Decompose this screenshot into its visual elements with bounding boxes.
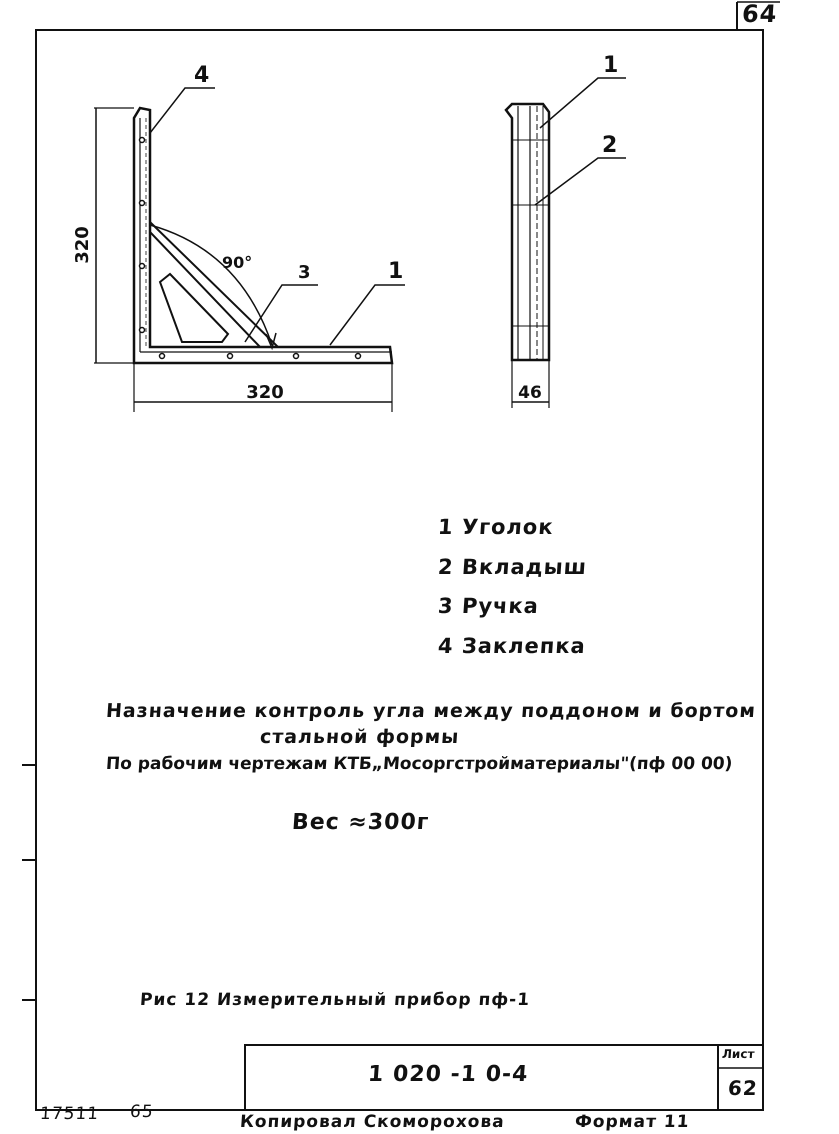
footer-page: 65 (129, 1102, 155, 1122)
legend-label: Ручка (461, 594, 540, 618)
legend-num: 3 (437, 594, 455, 618)
legend-item-4 (437, 634, 587, 658)
weight-note: Вес ≈300г (291, 810, 431, 835)
sheet-number: 62 (727, 1076, 759, 1100)
legend-item-3 (437, 594, 540, 618)
callout-3: 3 (298, 262, 311, 283)
purpose-line-1: Назначение контроль угла между поддоном и бортом (105, 700, 757, 722)
callout-1-side: 1 (603, 53, 619, 78)
rivet-holes (140, 138, 361, 359)
handle-cutout (160, 274, 228, 342)
purpose-line-3: По рабочим чертежам КТБ„Мосоргстройматериалы"(пф 00 00) (105, 754, 734, 774)
drawing-code: 1 020 -1 0-4 (367, 1062, 530, 1087)
legend-item-2 (437, 555, 588, 579)
sheet-label: Лист (721, 1047, 755, 1061)
legend-label: Вкладыш (461, 555, 588, 579)
footer-copied-by: Копировал Скоморохова (239, 1112, 506, 1132)
legend-label: Уголок (461, 515, 555, 539)
handle-outline (150, 222, 278, 347)
legend-label: Заклепка (461, 634, 587, 658)
technical-drawing (0, 0, 839, 440)
callout-4: 4 (194, 63, 210, 88)
dim-thickness-label: 46 (518, 383, 542, 403)
angle-label: 90° (222, 253, 253, 272)
legend-item-1 (437, 515, 554, 539)
figure-caption: Рис 12 Измерительный прибор пф-1 (139, 990, 531, 1010)
callout-2-side: 2 (602, 133, 618, 158)
legend-num: 1 (437, 515, 455, 539)
corner-sheet-number: 64 (741, 0, 779, 28)
angle-outline (134, 108, 392, 363)
dim-height-label: 320 (72, 226, 93, 264)
callout-1-front: 1 (388, 259, 404, 284)
legend-num: 4 (437, 634, 455, 658)
purpose-line-2: стальной формы (259, 726, 461, 748)
footer-left-number: 17511 (39, 1104, 100, 1124)
dim-width-label: 320 (246, 382, 284, 403)
footer-format: Формат 11 (574, 1112, 691, 1132)
legend-num: 2 (437, 555, 455, 579)
